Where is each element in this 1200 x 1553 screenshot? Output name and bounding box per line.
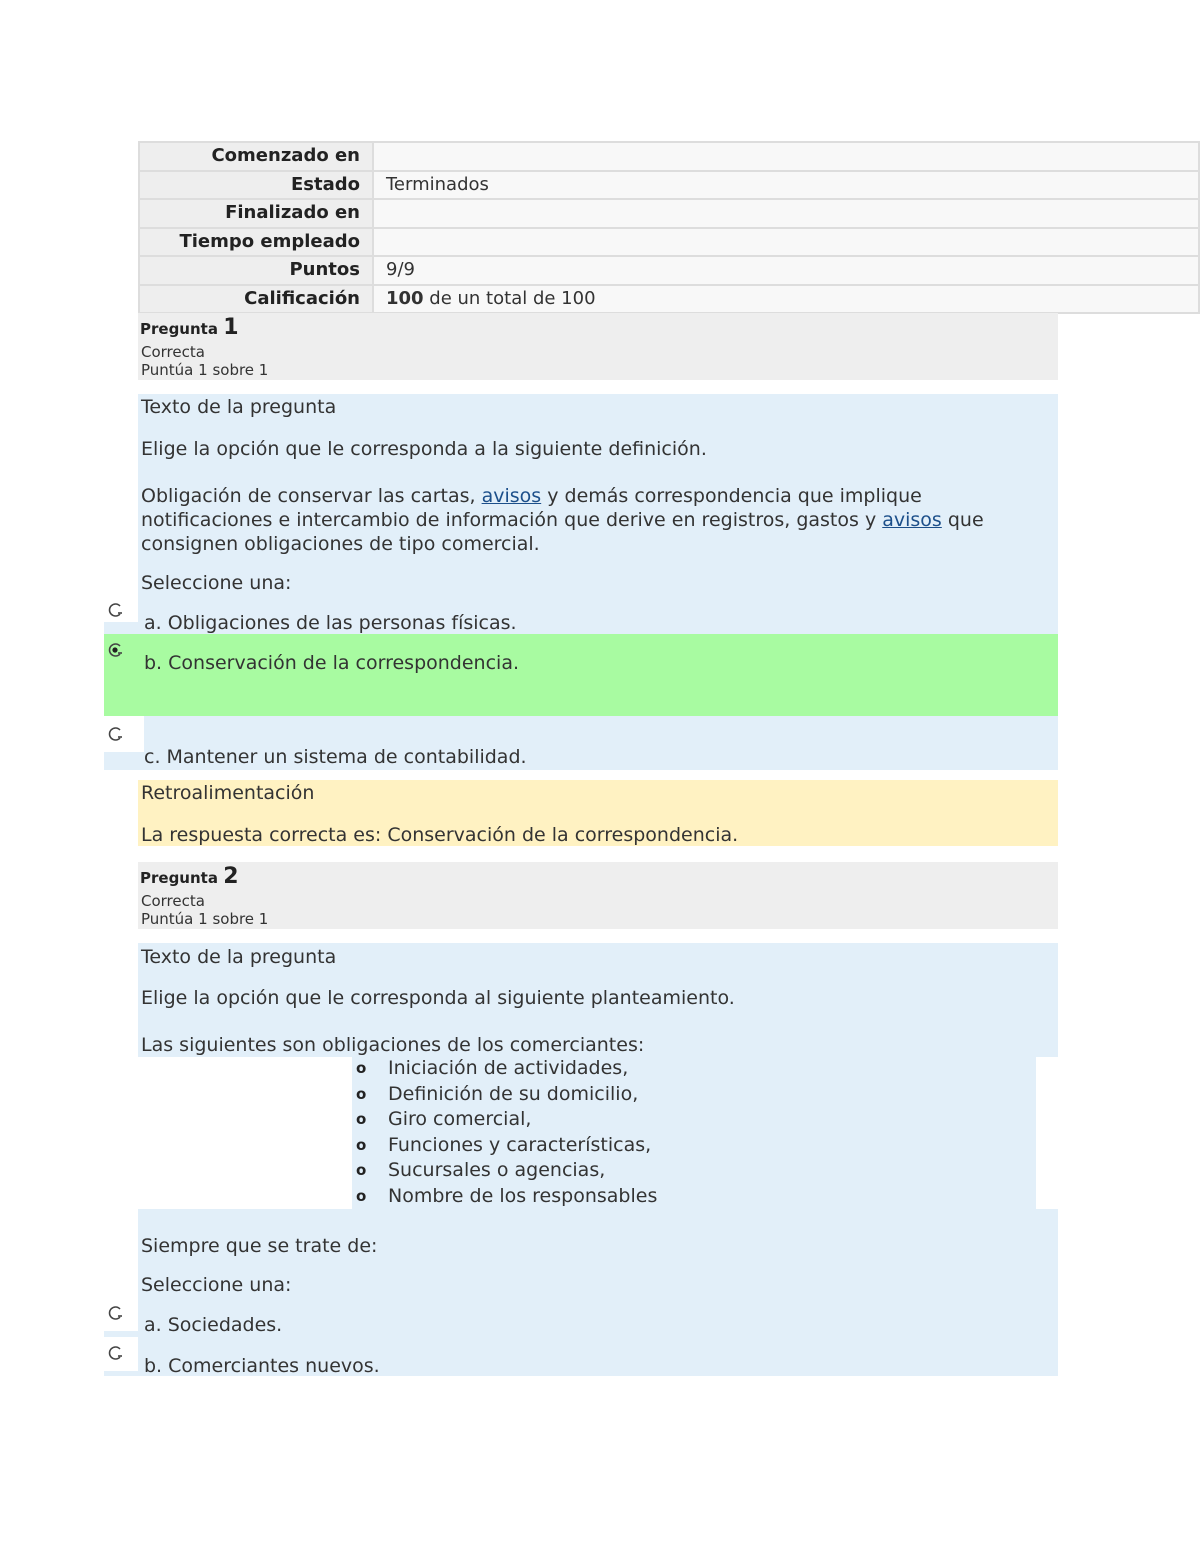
summary-label: Comenzado en — [139, 142, 373, 171]
summary-value: Terminados — [373, 171, 1199, 200]
list-item — [354, 1133, 657, 1159]
summary-row-state — [139, 171, 1199, 200]
summary-label: Estado — [139, 171, 373, 200]
avisos-link[interactable]: avisos — [882, 509, 942, 531]
question-2-option-row — [104, 1331, 144, 1337]
list-item — [354, 1107, 657, 1133]
list-item-text: Iniciación de actividades, — [388, 1057, 629, 1079]
list-item — [354, 1056, 657, 1082]
summary-value: 9/9 — [373, 256, 1199, 285]
definition-text: Obligación de conservar las cartas, — [141, 485, 482, 507]
bullet-icon: o — [356, 1084, 367, 1103]
list-item-text: Sucursales o agencias, — [388, 1159, 606, 1182]
definition-text: que consignen obligaciones de tipo comercial. — [141, 509, 984, 555]
radio-unselected-icon[interactable] — [107, 1305, 123, 1321]
feedback-correct-answer: La respuesta correcta es: Conservación de la correspondencia. — [141, 824, 739, 846]
bullet-icon: o — [356, 1059, 367, 1077]
question-1-info — [138, 313, 1058, 380]
question-1-option-row — [104, 622, 144, 634]
summary-row-time — [139, 228, 1199, 257]
select-one-prompt: Seleccione una: — [141, 1274, 292, 1296]
list-item-text: Funciones y características, — [388, 1133, 652, 1156]
question-condition: Siempre que se trate de: — [141, 1235, 378, 1257]
summary-label: Finalizado en — [139, 199, 373, 228]
summary-row-finished — [139, 199, 1199, 228]
grade-value: 100 — [386, 287, 424, 309]
answer-option-b[interactable]: b. Conservación de la correspondencia. — [144, 652, 519, 674]
list-item-text: Definición de su domicilio, — [388, 1082, 639, 1105]
attempt-summary-table — [138, 141, 1200, 314]
question-grade: Puntúa 1 sobre 1 — [141, 910, 269, 928]
summary-value — [373, 199, 1199, 228]
question-instruction: Elige la opción que le corresponda a la siguiente definición. — [141, 438, 707, 460]
question-state: Correcta — [141, 892, 205, 910]
avisos-link[interactable]: avisos — [481, 485, 542, 507]
radio-selected-icon[interactable] — [107, 642, 123, 658]
question-2-option-row — [104, 1371, 144, 1376]
obligations-list — [354, 1056, 657, 1210]
bullet-icon: o — [356, 1161, 367, 1180]
question-lead: Las siguientes son obligaciones de los comerciantes: — [141, 1034, 645, 1056]
list-item — [354, 1158, 657, 1184]
bullet-icon: o — [356, 1135, 367, 1154]
question-label: Pregunta — [140, 320, 218, 338]
answer-option-c[interactable]: c. Mantener un sistema de contabilidad. — [144, 746, 527, 768]
question-number-value: 2 — [223, 864, 239, 889]
answer-option-b[interactable]: b. Comerciantes nuevos. — [144, 1355, 380, 1377]
list-item — [354, 1184, 657, 1210]
feedback-heading: Retroalimentación — [141, 782, 315, 804]
summary-label: Puntos — [139, 256, 373, 285]
list-item-text: Giro comercial, — [388, 1108, 532, 1131]
radio-unselected-icon[interactable] — [107, 726, 123, 742]
question-number — [140, 315, 239, 340]
definition-text: y demás correspondencia que implique notificaciones e intercambio de información que derive en registros, gastos y — [141, 485, 922, 531]
summary-row-points — [139, 256, 1199, 285]
summary-label: Calificación — [139, 285, 373, 314]
summary-value — [373, 142, 1199, 171]
summary-label: Tiempo empleado — [139, 228, 373, 257]
bullet-icon: o — [356, 1186, 367, 1205]
grade-total: de un total de 100 — [423, 287, 596, 309]
question-label: Pregunta — [140, 869, 218, 887]
question-text-heading: Texto de la pregunta — [141, 396, 337, 418]
answer-option-a[interactable]: a. Obligaciones de las personas físicas. — [144, 612, 517, 634]
summary-row-started — [139, 142, 1199, 171]
list-item-text: Nombre de los responsables — [388, 1184, 658, 1207]
question-number-value: 1 — [223, 315, 239, 340]
question-text-heading: Texto de la pregunta — [141, 946, 337, 968]
correct-answer-highlight — [104, 634, 1058, 716]
question-grade: Puntúa 1 sobre 1 — [141, 361, 269, 379]
question-definition — [141, 484, 1056, 556]
select-one-prompt: Seleccione una: — [141, 572, 292, 594]
question-state: Correcta — [141, 343, 205, 361]
question-1-option-row — [104, 752, 144, 770]
list-item — [354, 1082, 657, 1108]
bullet-icon: o — [356, 1110, 367, 1129]
summary-value — [373, 285, 1199, 314]
summary-value — [373, 228, 1199, 257]
radio-unselected-icon[interactable] — [107, 1345, 123, 1361]
question-2-info — [138, 862, 1058, 929]
answer-option-a[interactable]: a. Sociedades. — [144, 1314, 283, 1336]
radio-unselected-icon[interactable] — [107, 602, 123, 618]
question-instruction: Elige la opción que le corresponda al siguiente planteamiento. — [141, 987, 735, 1009]
question-number — [140, 864, 239, 889]
summary-row-grade — [139, 285, 1199, 314]
